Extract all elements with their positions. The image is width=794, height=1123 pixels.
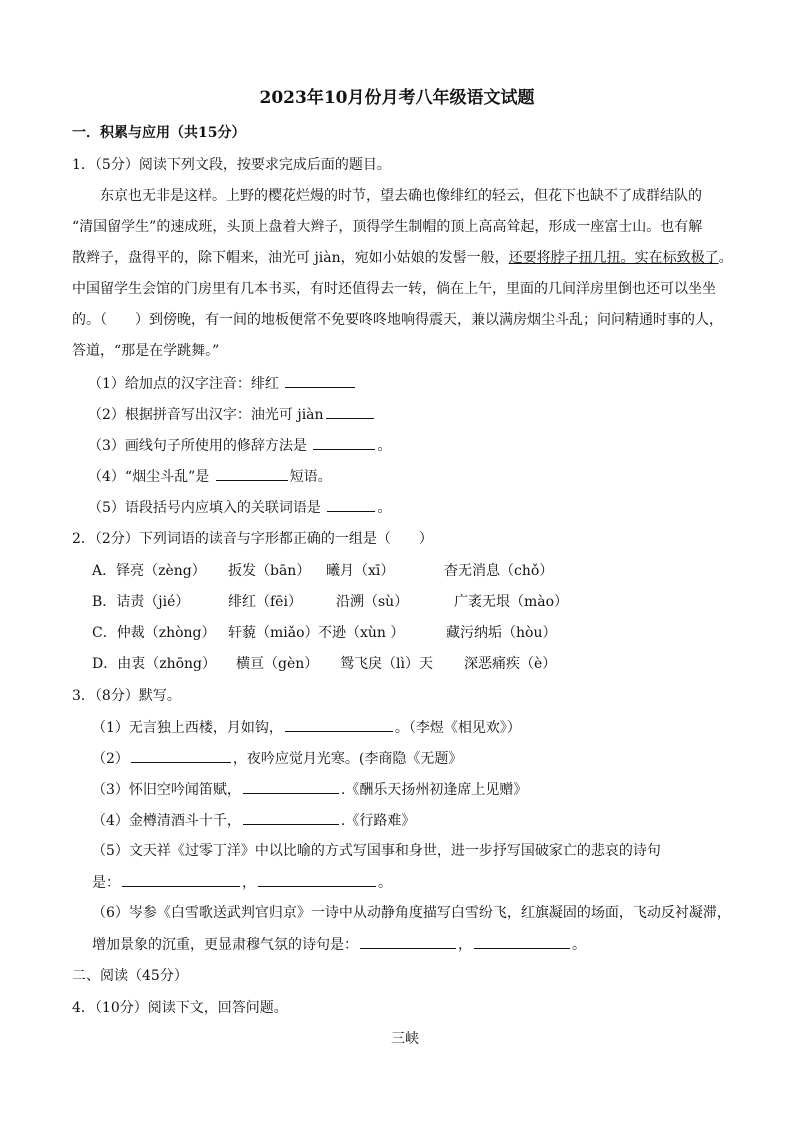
passage-line-3 <box>72 248 733 268</box>
option-a[interactable] <box>0 561 794 581</box>
option-b-item: B．诘责（jié） <box>92 594 190 610</box>
subquestion-1-4-end: 短语。 <box>289 469 332 485</box>
recitation-2-source: ，夜吟应觉月光寒。(李商隐《无题》 <box>232 751 463 767</box>
question-4-stem: 4．（10分）阅读下文，回答问题。 <box>72 1000 288 1016</box>
subquestion-1-3 <box>88 435 391 456</box>
passage-line-6: 答道，“那是在学跳舞。” <box>72 343 220 359</box>
option-d-item: D．由衷（zhōng） <box>92 656 217 672</box>
recitation-6-comma: ， <box>458 937 472 953</box>
page-title: 2023年10月份月考八年级语文试题 <box>259 88 535 108</box>
recitation-1 <box>92 717 521 738</box>
section-heading-1: 一．积累与应用（共15分） <box>72 125 246 141</box>
recitation-3 <box>92 779 527 800</box>
answer-blank[interactable] <box>131 748 231 763</box>
subquestion-1-1 <box>88 373 357 394</box>
answer-blank[interactable] <box>327 497 375 512</box>
recitation-4-text: （4）金樽清酒斗十千， <box>92 813 241 829</box>
subquestion-1-4 <box>88 466 332 487</box>
answer-blank[interactable] <box>258 872 376 887</box>
option-a-item: 杳无消息（chǒ） <box>444 563 554 579</box>
subquestion-1-5-text: （5）语段括号内应填入的关联词语是 <box>88 500 321 516</box>
recitation-4-source: .《行路难》 <box>340 813 416 829</box>
answer-blank[interactable] <box>216 466 288 481</box>
option-a-item: A．铎亮（zèng） <box>92 563 206 579</box>
underlined-sentence: 还要将脖子扭几扭。实在标致极了 <box>508 250 719 266</box>
answer-blank[interactable] <box>243 779 339 794</box>
option-c-item: 不逊（xùn ） <box>318 625 405 641</box>
answer-blank[interactable] <box>360 934 456 949</box>
recitation-1-text: （1）无言独上西楼，月如钩， <box>92 720 283 736</box>
option-c-item: 藏污纳垢（hòu） <box>446 625 557 641</box>
subquestion-1-4-text: （4）“烟尘斗乱”是 <box>88 469 210 485</box>
recitation-3-text: （3）怀旧空吟闻笛赋， <box>92 782 241 798</box>
passage-line-2: “清国留学生”的速成班，头顶上盘着大辫子，顶得学生制帽的顶上高高耸起，形成一座富士山。也有解 <box>72 219 703 235</box>
option-b-item: 广袤无垠（mào） <box>454 594 569 610</box>
question-3-stem: 3．（8分）默写。 <box>72 688 181 704</box>
answer-blank[interactable] <box>285 717 393 732</box>
answer-blank[interactable] <box>474 934 570 949</box>
passage-title: 三峡 <box>391 1031 419 1047</box>
answer-blank[interactable] <box>243 810 339 825</box>
option-b-item: 沿溯（sù） <box>336 594 409 610</box>
subquestion-1-2 <box>88 404 376 425</box>
option-c[interactable] <box>0 623 794 643</box>
passage-line-3-end: 。 <box>718 250 733 266</box>
recitation-3-source: .《酬乐天扬州初逢席上见赠》 <box>340 782 528 798</box>
recitation-4 <box>92 810 415 831</box>
answer-blank[interactable] <box>285 373 355 388</box>
answer-blank[interactable] <box>122 872 240 887</box>
subquestion-1-5-end: 。 <box>377 500 392 516</box>
passage-line-4: 中国留学生会馆的门房里有几本书买，有时还值得去一转，倘在上午，里面的几间洋房里倒也还可以坐坐 <box>72 281 716 297</box>
passage-line-3-text: 散辫子，盘得平的，除下帽来，油光可 jiàn，宛如小姑娘的发髻一般， <box>72 250 509 266</box>
question-2-stem: 2．（2分）下列词语的读音与字形都正确的一组是（ ） <box>72 531 433 547</box>
option-d-item: 深恶痛疾（è） <box>464 656 557 672</box>
recitation-6: （6）岑参《白雪歌送武判官归京》一诗中从动静角度描写白雪纷飞，红旗凝固的场面，飞动反衬凝滞， <box>92 905 731 921</box>
answer-blank[interactable] <box>326 404 374 419</box>
option-c-item: 轩藐（miǎo） <box>228 625 319 641</box>
subquestion-1-2-text: （2）根据拼音写出汉字：油光可 jiàn <box>88 407 324 423</box>
subquestion-1-3-end: 。 <box>377 438 392 454</box>
recitation-5-prefix: 是： <box>92 875 120 891</box>
recitation-5-answer <box>92 872 392 893</box>
recitation-2-text: （2） <box>92 751 129 767</box>
section-heading-2: 二、阅读（45分） <box>72 968 188 984</box>
subquestion-1-1-text: （1）给加点的汉字注音：绯红 <box>88 376 279 392</box>
recitation-5: （5）文天祥《过零丁洋》中以比喻的方式写国事和身世，进一步抒写国破家亡的悲哀的诗句 <box>92 843 661 859</box>
option-d-item: 鸳飞戾（lì）天 <box>340 656 433 672</box>
recitation-6-prefix: 增加景象的沉重，更显肃穆气氛的诗句是： <box>92 937 358 953</box>
recitation-2 <box>92 748 462 769</box>
option-a-item: 扳发（bān） <box>228 563 311 579</box>
option-d[interactable] <box>0 654 794 674</box>
recitation-5-end: 。 <box>378 875 392 891</box>
option-c-item: C．仲裁（zhòng） <box>92 625 216 641</box>
passage-line-1: 东京也无非是这样。上野的樱花烂熳的时节，望去确也像绯红的轻云，但花下也缺不了成群结队的 <box>100 188 702 204</box>
subquestion-1-5 <box>88 497 391 518</box>
option-b[interactable] <box>0 592 794 612</box>
subquestion-1-3-text: （3）画线句子所使用的修辞方法是 <box>88 438 307 454</box>
answer-blank[interactable] <box>313 435 375 450</box>
recitation-5-comma: ， <box>242 875 256 891</box>
option-b-item: 绯红（fēi） <box>228 594 302 610</box>
option-a-item: 曦月（xī） <box>326 563 395 579</box>
recitation-6-end: 。 <box>572 937 586 953</box>
option-d-item: 横亘（gèn） <box>236 656 319 672</box>
recitation-6-answer <box>92 934 586 955</box>
question-1-stem: 1．（5分）阅读下列文段，按要求完成后面的题目。 <box>72 157 391 173</box>
passage-line-5: 的。（ ）到傍晚，有一间的地板便常不免要咚咚地响得震天，兼以满房烟尘斗乱；问问精通时事的人， <box>72 312 723 328</box>
recitation-1-source: 。（李煜《相见欢》） <box>394 720 521 736</box>
